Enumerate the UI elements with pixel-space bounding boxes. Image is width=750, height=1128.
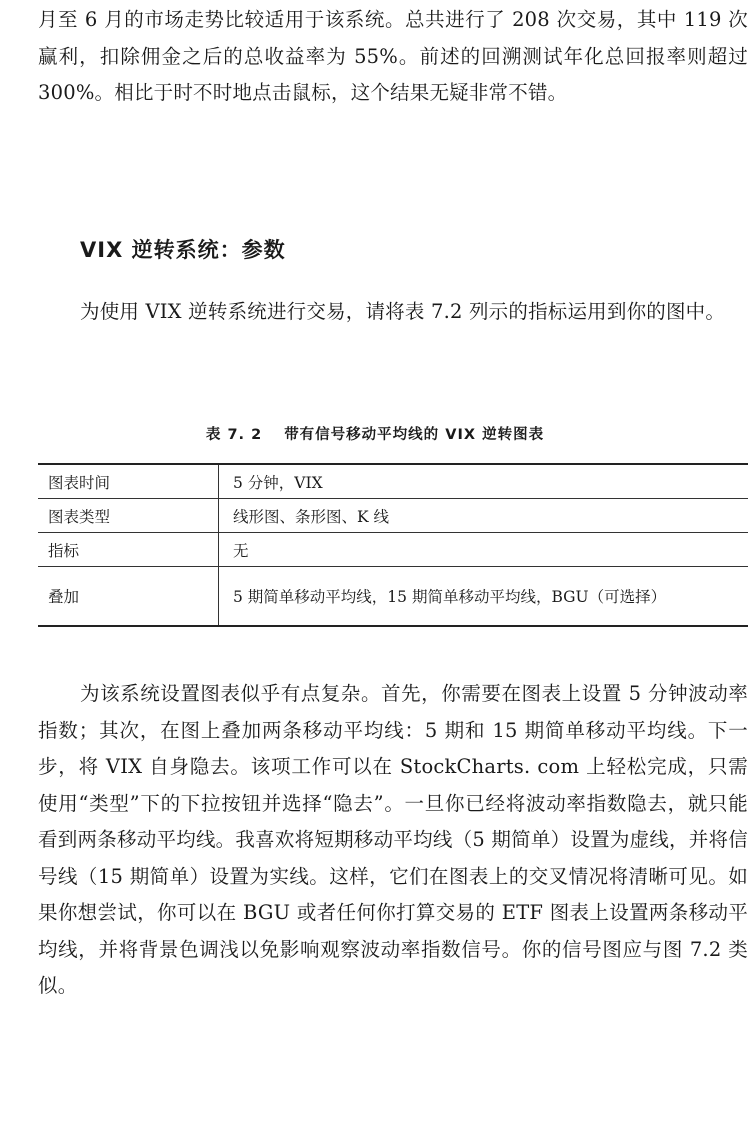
section-heading: VIX 逆转系统：参数 [80, 238, 286, 262]
table-row-value: 线形图、条形图、K 线 [219, 499, 749, 533]
table-row [38, 533, 748, 567]
table-row-label: 叠加 [38, 567, 219, 627]
parameters-table [38, 463, 748, 627]
table-row-label: 图表类型 [38, 499, 219, 533]
table-caption [0, 423, 750, 444]
body-paragraph-2: 为使用 VIX 逆转系统进行交易，请将表 7.2 列示的指标运用到你的图中。 [80, 300, 726, 323]
table-caption-title: 带有信号移动平均线的 VIX 逆转图表 [284, 427, 545, 443]
body-paragraph-1: 月至 6 月的市场走势比较适用于该系统。总共进行了 208 次交易，其中 119 次赢利，扣除佣金之后的总收益率为 55%。前述的回溯测试年化总回报率则超过 300%。相比于时不时地点击鼠标，这个结果无疑非常不错。 [38, 8, 748, 104]
table-row-value: 5 期简单移动平均线，15 期简单移动平均线，BGU（可选择） [219, 567, 749, 627]
table-row-value: 无 [219, 533, 749, 567]
table-caption-number: 表 7. 2 [205, 427, 263, 443]
table-row [38, 499, 748, 533]
table-row [38, 464, 748, 499]
table-row-label: 指标 [38, 533, 219, 567]
table-row-label: 图表时间 [38, 464, 219, 499]
table-row-value: 5 分钟，VIX [219, 464, 749, 499]
table-row [38, 567, 748, 627]
body-paragraph-3: 为该系统设置图表似乎有点复杂。首先，你需要在图表上设置 5 分钟波动率指数；其次，在图上叠加两条移动平均线：5 期和 15 期简单移动平均线。下一步，将 VIX 自身隐去。该项工作可以在 StockCharts. com 上轻松完成，只需使用“类型”下的下拉按钮并选择“隐去”。一旦你已经将波动率指数隐去，就只能看到两条移动平均线。我喜欢将短期移动平均线（5 期简单）设置为虚线，并将信号线（15 期简单）设置为实线。这样，它们在图表上的交叉情况将清晰可见。如果你想尝试，你可以在 BGU 或者任何你打算交易的 ETF 图表上设置两条移动平均线，并将背景色调浅以免影响观察波动率指数信号。你的信号图应与图 7.2 类似。 [38, 682, 748, 997]
